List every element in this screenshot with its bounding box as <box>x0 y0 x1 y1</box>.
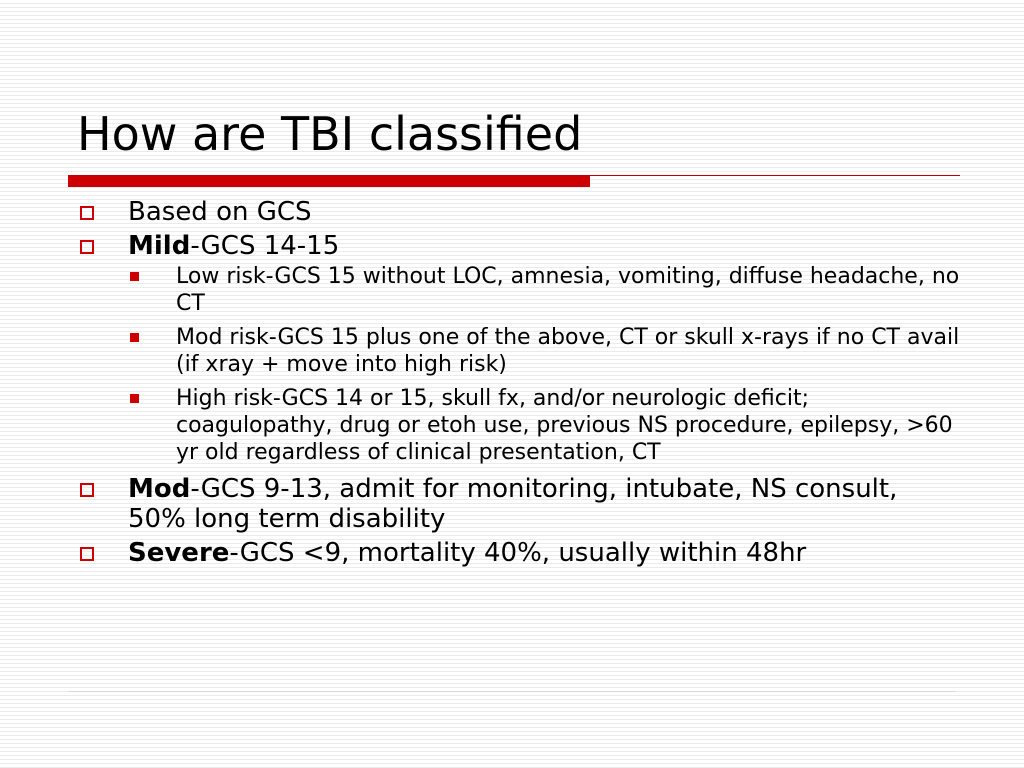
bullet-text-body: -GCS 9-13, admit for monitoring, intubate, NS consult, 50% long term disability <box>128 474 898 534</box>
bullet-text <box>128 231 958 261</box>
bullet-item-mild <box>80 231 960 466</box>
bullet-text <box>128 197 958 227</box>
bullet-text-body: Based on GCS <box>128 197 312 227</box>
footer-divider <box>68 691 956 692</box>
bullet-bold-label: Mod <box>128 474 191 504</box>
sub-bullet-item-mod-risk <box>128 324 960 378</box>
filled-square-bullet-icon <box>130 394 139 403</box>
filled-square-bullet-icon <box>130 272 139 281</box>
hollow-square-bullet-icon <box>80 483 94 497</box>
filled-square-bullet-icon <box>130 333 139 342</box>
bullet-bold-label: Severe <box>128 538 230 568</box>
bullet-text <box>128 538 958 568</box>
bullet-text <box>128 474 958 534</box>
bullet-item-mod <box>80 474 960 534</box>
slide-title: How are TBI classified <box>77 107 583 161</box>
sub-bullet-text: High risk-GCS 14 or 15, skull fx, and/or neurologic deficit; coagulopathy, drug or etoh use, previous NS procedure, epilepsy, >60 yr old regardless of clinical presentation, CT <box>176 386 953 465</box>
bullet-text-body: -GCS <9, mortality 40%, usually within 48hr <box>229 538 807 568</box>
bullet-bold-label: Mild <box>128 231 191 261</box>
bullet-item-severe <box>80 538 960 568</box>
hollow-square-bullet-icon <box>80 206 94 220</box>
bullet-item-based-on-gcs <box>80 197 960 227</box>
sub-bullet-text: Mod risk-GCS 15 plus one of the above, CT or skull x-rays if no CT avail (if xray + move into high risk) <box>176 325 960 377</box>
bullet-text-body: -GCS 14-15 <box>190 231 340 261</box>
sub-bullet-text: Low risk-GCS 15 without LOC, amnesia, vomiting, diffuse headache, no CT <box>176 264 960 316</box>
sub-bullet-item-high-risk <box>128 385 960 466</box>
sub-bullet-list <box>128 263 960 466</box>
hollow-square-bullet-icon <box>80 240 94 254</box>
title-underline-thick <box>68 176 590 187</box>
sub-bullet-item-low-risk <box>128 263 960 317</box>
bullet-list <box>80 197 960 572</box>
hollow-square-bullet-icon <box>80 547 94 561</box>
